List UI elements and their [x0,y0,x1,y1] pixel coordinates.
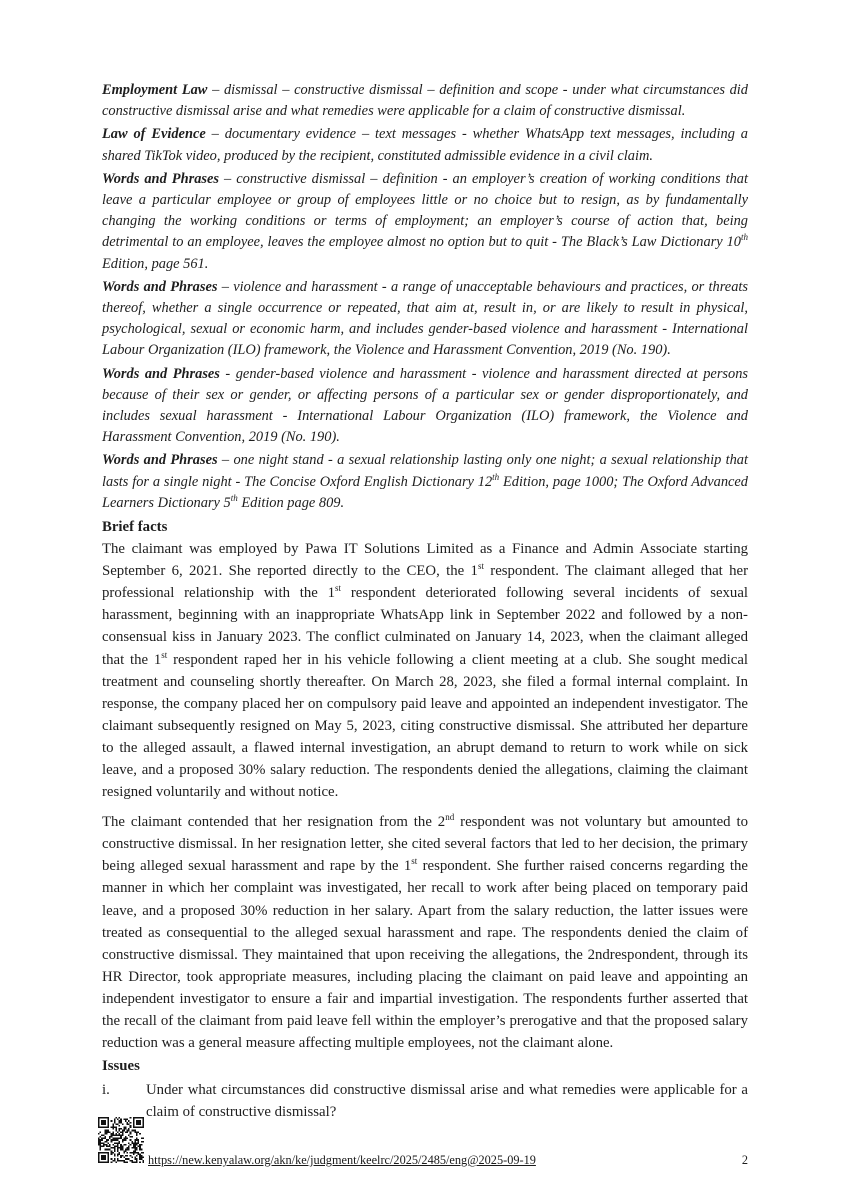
catchword-text: – one night stand - a sexual relationship lasting only one night; a sexual relationship that lasts for a single night - The Concise Oxford English Dictionary 12th Edition, page 1000; The Oxford Advanced Learners Dictionary 5th Edition page 809. [102,452,748,511]
catchword-text: – violence and harassment - a range of unacceptable behaviours and practices, or threats thereof, whether a single occurrence or repeated, that aim at, result in, or are likely to result in physical, psychological, sexual or economic harm, and includes gender-based violence and harassment - International Labour Organization (ILO) framework, the Violence and Harassment Convention, 2019 (No. 190). [102,278,748,359]
issues-heading: Issues [102,1058,140,1075]
catchword-keyword: Words and Phrases [102,365,220,382]
catchword-keyword: Words and Phrases [102,278,218,295]
catchword-text: – constructive dismissal – definition - an employer’s creation of working conditions that leave a particular employee or group of employees little or no choice but to resign, as by fundamentally changing the working conditions or terms of employment; an employer’s course of action that, being detrimental to an employee, leaves the employee almost no option but to quit - The Black’s Law Dictionary 10th Edition, page 561. [102,170,748,272]
catchword-text: – documentary evidence – text messages - whether WhatsApp text messages, including a shared TikTok video, produced by the recipient, constituted admissible evidence in a civil claim. [102,126,748,164]
brief-facts-heading: Brief facts [102,519,168,536]
qr-code-icon [98,1117,144,1163]
catchword-entry [102,124,748,166]
catchword-keyword: Words and Phrases [102,170,219,187]
catchword-entry [102,80,748,122]
brief-facts-paragraph: The claimant was employed by Pawa IT Solutions Limited as a Finance and Admin Associate starting September 6, 2021. She reported directly to the CEO, the 1st respondent. The claimant alleged that her professional relationship with the 1st respondent deteriorated following several incidents of sexual harassment, beginning with an inappropriate WhatsApp link in September 2022 and followed by a non-consensual kiss in January 2023. The conflict culminated on January 14, 2023, when the claimant alleged that the 1st respondent raped her in his vehicle following a client meeting at a club. She sought medical treatment and counseling shortly thereafter. On March 28, 2023, she filed a formal internal complaint. In response, the company placed her on compulsory paid leave and appointed an independent investigator. The claimant subsequently resigned on May 5, 2023, citing constructive dismissal. She attributed her departure to the alleged assault, a flawed internal investigation, an abrupt demand to return to work while on sick leave, and a proposed 30% salary reduction. The respondents denied the allegations, claiming the claimant resigned voluntarily and without notice. [102,541,749,801]
issue-text: Under what circumstances did constructive dismissal arise and what remedies were applicable for a claim of constructive dismissal? [146,1082,748,1121]
catchword-entry [102,277,748,362]
page-content [102,80,748,1123]
catchword-entry [102,169,748,275]
catchwords-section [102,80,748,514]
brief-facts-section [102,538,748,1054]
catchword-entry [102,364,748,449]
page-footer [98,1117,748,1167]
catchword-text: – dismissal – constructive dismissal – definition and scope - under what circumstances did constructive dismissal arise and what remedies were applicable for a claim of constructive dismissal. [102,82,748,120]
catchword-keyword: Words and Phrases [102,452,218,469]
page-number: 2 [741,1153,748,1167]
catchword-keyword: Law of Evidence [102,126,206,143]
catchword-keyword: Employment Law [102,82,208,98]
catchword-entry [102,450,748,514]
brief-facts-paragraph: The claimant contended that her resignation from the 2nd respondent was not voluntary but amounted to constructive dismissal. In her resignation letter, she cited several factors that led to her decision, the primary being alleged sexual harassment and rape by the 1st respondent. She further raised concerns regarding the manner in which her complaint was investigated, her recall to work after being placed on temporary paid leave, and a proposed 30% reduction in her salary. Apart from the salary reduction, the latter issues were treated as consequential to the alleged sexual harassment and rape. The respondents denied the claim of constructive dismissal. They maintained that upon receiving the allegations, the 2ndrespondent, through its HR Director, took appropriate measures, including placing the claimant on paid leave and appointing an independent investigator to ensure a fair and impartial investigation. The respondents further asserted that the recall of the claimant from paid leave fell within the employer’s prerogative and that the proposed salary reduction was a general measure affecting multiple employees, not the claimant alone. [102,812,749,1052]
source-url-link[interactable]: https://new.kenyalaw.org/akn/ke/judgment/keelrc/2025/2485/eng@2025-09-19 [148,1153,536,1167]
issue-number: i. [102,1082,110,1099]
catchword-text: - gender-based violence and harassment - violence and harassment directed at persons because of their sex or gender, or affecting persons of a particular sex or gender disproportionately, and includes sexual harassment - International Labour Organization (ILO) framework, the Violence and Harassment Convention, 2019 (No. 190). [102,365,749,446]
